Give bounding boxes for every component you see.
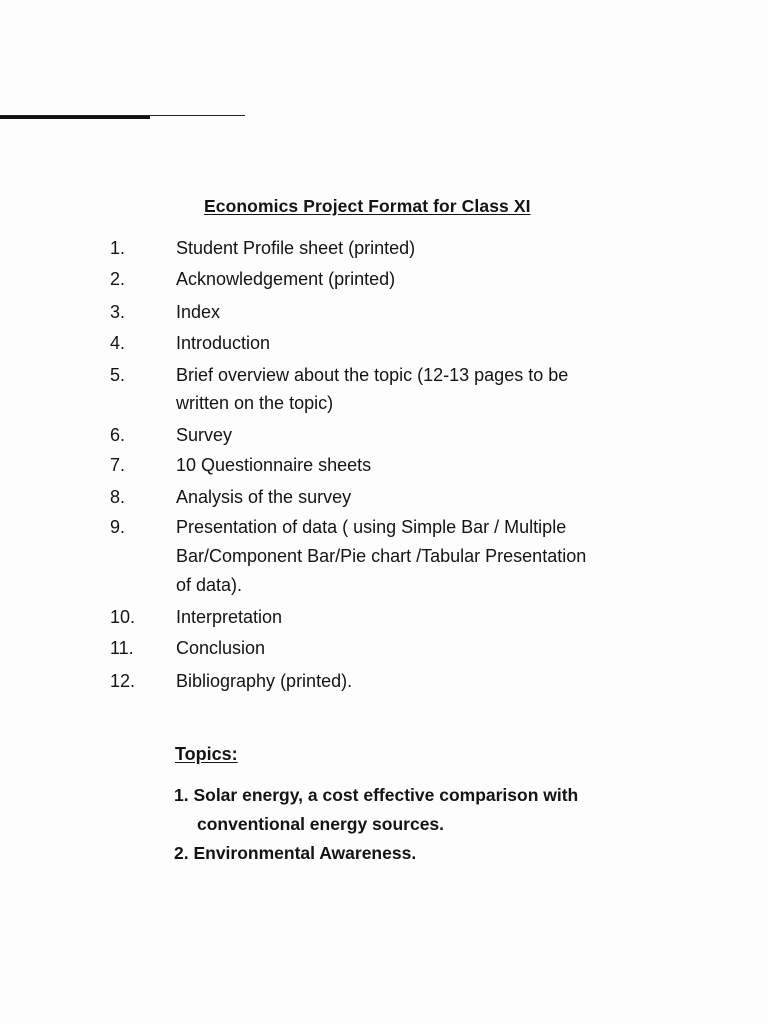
scan-artifact-line xyxy=(0,113,245,119)
item-text: Presentation of data ( using Simple Bar / Multiple xyxy=(176,517,567,537)
item-number: 6. xyxy=(110,425,126,445)
item-text: Bibliography (printed). xyxy=(176,671,353,691)
item-number: 5. xyxy=(110,365,126,385)
item-text: Student Profile sheet (printed) xyxy=(176,238,416,258)
item-text: 10 Questionnaire sheets xyxy=(176,455,372,475)
topics-heading: Topics: xyxy=(175,744,238,764)
item-number: 8. xyxy=(110,487,126,507)
item-number: 11. xyxy=(110,638,134,658)
item-text: Analysis of the survey xyxy=(176,487,352,507)
topic-item: 2. Environmental Awareness. xyxy=(174,843,417,863)
item-text: written on the topic) xyxy=(176,393,334,413)
item-number: 10. xyxy=(110,607,136,627)
document-title: Economics Project Format for Class XI xyxy=(204,196,531,216)
item-number: 4. xyxy=(110,333,126,353)
item-number: 1. xyxy=(110,238,126,258)
item-text: Acknowledgement (printed) xyxy=(176,269,396,289)
item-number: 3. xyxy=(110,302,126,322)
item-number: 12. xyxy=(110,671,136,691)
item-text: Introduction xyxy=(176,333,271,353)
item-number: 2. xyxy=(110,269,126,289)
item-text: of data). xyxy=(176,575,243,595)
item-text: Index xyxy=(176,302,221,322)
item-number: 7. xyxy=(110,455,126,475)
item-text: Bar/Component Bar/Pie chart /Tabular Presentation xyxy=(176,546,587,566)
topic-item: 1. Solar energy, a cost effective comparison with xyxy=(174,785,579,805)
item-text: Brief overview about the topic (12-13 pages to be xyxy=(176,365,569,385)
item-text: Conclusion xyxy=(176,638,266,658)
topic-item-continuation: conventional energy sources. xyxy=(197,814,445,834)
item-number: 9. xyxy=(110,517,126,537)
item-text: Survey xyxy=(176,425,233,445)
scan-line-thin xyxy=(0,115,245,116)
item-text: Interpretation xyxy=(176,607,283,627)
